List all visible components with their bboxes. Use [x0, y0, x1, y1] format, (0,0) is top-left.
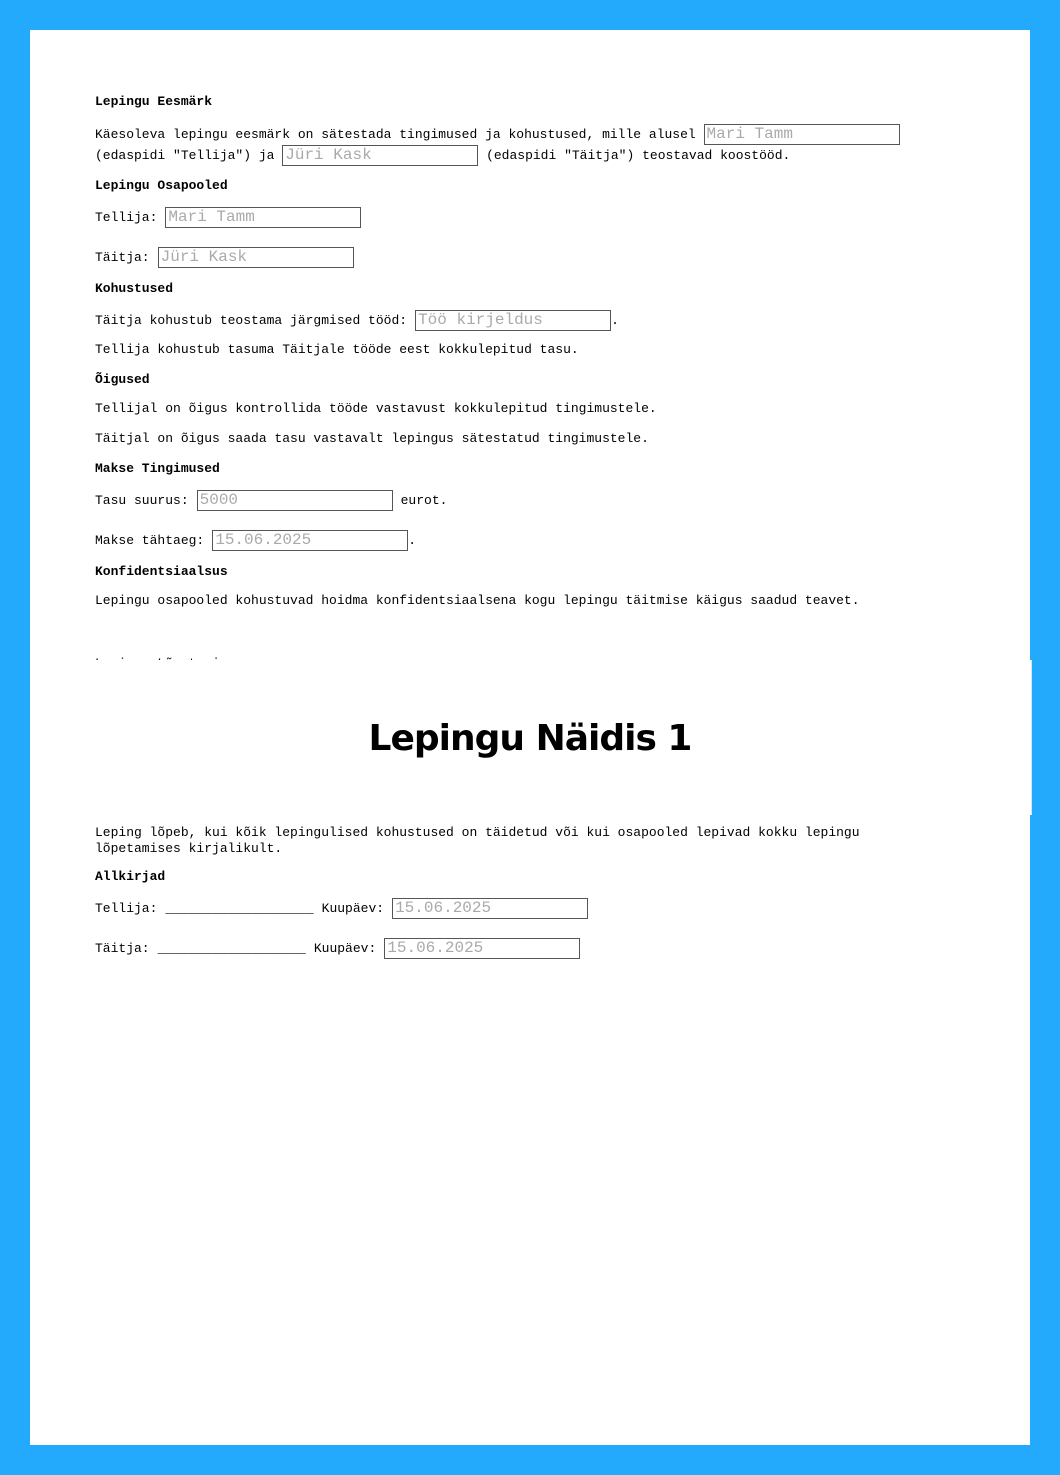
- section-heading-signatures: Allkirjad: [95, 869, 166, 884]
- payment-due-row: [95, 528, 955, 552]
- signature-contractor-row: [95, 936, 955, 960]
- parties-client-label: Tellija:: [95, 209, 158, 225]
- purpose-text-mid: (edaspidi "Tellija") ja: [95, 147, 275, 163]
- signature-client-row: [95, 896, 955, 920]
- section-heading-payment: Makse Tingimused: [95, 461, 220, 476]
- payment-due-end: .: [408, 532, 417, 548]
- signature-contractor-label: Täitja:: [95, 940, 150, 956]
- confidentiality-text: Lepingu osapooled kohustuvad hoidma konfidentsiaalsena kogu lepingu täitmise käigus saadud teavet.: [95, 593, 860, 608]
- parties-client-field[interactable]: Mari Tamm: [165, 207, 361, 228]
- obligations-work-row: [95, 308, 955, 332]
- section-heading-rights: Õigused: [95, 372, 150, 387]
- payment-fee-field[interactable]: 5000: [197, 490, 393, 511]
- payment-fee-row: [95, 488, 955, 512]
- signature-contractor-date-label: Kuupäev:: [313, 940, 377, 956]
- document-title: Lepingu Näidis 1: [368, 718, 692, 759]
- payment-fee-label: Tasu suurus:: [95, 492, 189, 508]
- parties-contractor-field[interactable]: Jüri Kask: [158, 247, 354, 268]
- section-heading-confidentiality: Konfidentsiaalsus: [95, 564, 228, 579]
- purpose-paragraph: [95, 124, 955, 166]
- payment-due-field[interactable]: 15.06.2025: [212, 530, 408, 551]
- section-heading-purpose: Lepingu Eesmärk: [95, 94, 213, 109]
- rights-contractor-text: Täitjal on õigus saada tasu vastavalt lepingus sätestatud tingimustele.: [95, 431, 649, 446]
- document-body-bottom: [30, 815, 1030, 1445]
- signature-client-label: Tellija:: [95, 900, 158, 916]
- payment-fee-unit: eurot.: [400, 492, 448, 508]
- signature-client-date-label: Kuupäev:: [321, 900, 385, 916]
- signature-contractor-date-field[interactable]: 15.06.2025: [384, 938, 580, 959]
- work-description-field[interactable]: Töö kirjeldus: [415, 310, 611, 331]
- purpose-text-before: Käesoleva lepingu eesmärk on sätestada tingimused ja kohustused, mille alusel: [95, 126, 696, 142]
- purpose-contractor-field[interactable]: Jüri Kask: [282, 145, 478, 166]
- section-heading-obligations: Kohustused: [95, 281, 174, 296]
- document-page: [30, 30, 1030, 1445]
- purpose-text-after: (edaspidi "Täitja") teostavad koostööd.: [486, 147, 791, 163]
- obligations-payment-text: Tellija kohustub tasuma Täitjale tööde eest kokkulepitud tasu.: [95, 342, 579, 357]
- parties-contractor-row: [95, 245, 955, 269]
- section-heading-parties: Lepingu Osapooled: [95, 178, 228, 193]
- obligations-work-text: Täitja kohustub teostama järgmised tööd:: [95, 312, 408, 328]
- purpose-client-field[interactable]: Mari Tamm: [704, 124, 900, 145]
- parties-client-row: [95, 205, 955, 229]
- payment-due-label: Makse tähtaeg:: [95, 532, 205, 548]
- parties-contractor-label: Täitja:: [95, 249, 150, 265]
- signature-contractor-line: ___________________: [157, 940, 306, 956]
- document-body-top: [30, 30, 1030, 665]
- signature-client-date-field[interactable]: 15.06.2025: [392, 898, 588, 919]
- rights-client-text: Tellijal on õigus kontrollida tööde vastavust kokkulepitud tingimustele.: [95, 401, 657, 416]
- signature-client-line: ___________________: [165, 900, 314, 916]
- obligations-work-end: .: [611, 312, 619, 328]
- termination-text: Leping lõpeb, kui kõik lepingulised kohustused on täidetud või kui osapooled lepivad kokku lepingu lõpetamises kirjalikult.: [95, 825, 860, 856]
